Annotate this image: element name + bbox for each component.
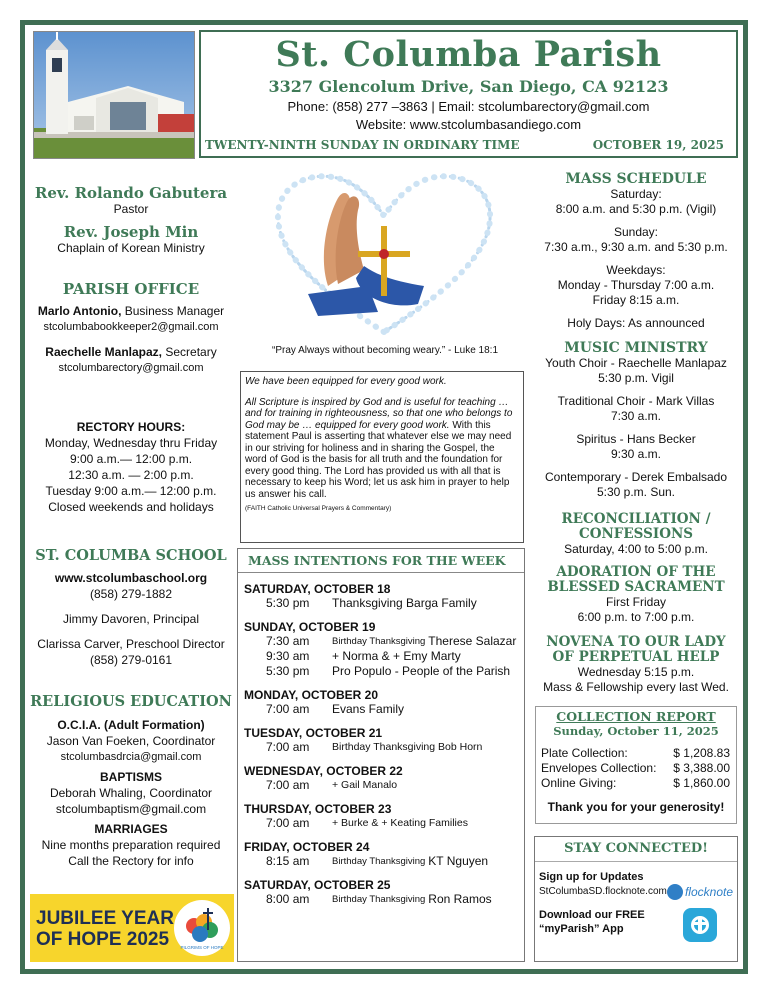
rectory-line: 9:00 a.m.— 12:00 p.m.: [69, 452, 193, 466]
pastor-role: Pastor: [113, 202, 149, 216]
music-line: Contemporary - Derek Embalsado: [544, 470, 728, 484]
manager-role: Business Manager: [121, 304, 225, 318]
intention-time: 8:00 am: [266, 892, 310, 906]
marriages-line: Call the Rectory for info: [68, 854, 194, 868]
collection-date: Sunday, October 11, 2025: [553, 724, 719, 738]
school-website[interactable]: www.stcolumbaschool.org: [54, 571, 208, 585]
collection-row: [541, 761, 730, 776]
stay-connected-box: [534, 836, 738, 962]
intention-time: 7:00 am: [266, 816, 310, 830]
music-line: 7:30 a.m.: [610, 409, 662, 423]
intention-row: [238, 740, 524, 755]
intention-time: 5:30 pm: [266, 664, 310, 678]
parish-name: St. Columba Parish: [275, 34, 662, 75]
intention-time: 9:30 am: [266, 649, 310, 663]
intention-row: [238, 649, 524, 664]
collection-label: Envelopes Collection:: [541, 761, 657, 775]
parish-office-section: [30, 281, 232, 376]
intention-row: [238, 702, 524, 717]
adoration-title: BLESSED SACRAMENT: [547, 579, 725, 595]
collection-amount: $ 1,208.83: [673, 746, 730, 760]
parish-address: 3327 Glencolum Drive, San Diego, CA 92123: [268, 77, 669, 96]
intention-time: 7:00 am: [266, 702, 310, 716]
jubilee-line: JUBILEE YEAR: [36, 908, 174, 929]
novena-title: OF PERPETUAL HELP: [552, 649, 720, 665]
intention-day: TUESDAY, OCTOBER 21: [244, 726, 383, 740]
intention-time: 7:30 am: [266, 634, 310, 648]
weekdays-line: Monday - Thursday 7:00 a.m.: [557, 278, 715, 292]
myparish-app-icon[interactable]: [683, 908, 717, 942]
rectory-hours-section: [30, 419, 232, 515]
adoration-section: [534, 565, 738, 625]
baptisms-title: BAPTISMS: [99, 770, 162, 784]
preschool-phone: (858) 279-0161: [89, 653, 173, 667]
religious-education-section: [30, 694, 232, 869]
reconciliation-section: [534, 512, 738, 557]
bulletin-date: OCTOBER 19, 2025: [592, 138, 724, 152]
jubilee-logo: [174, 900, 230, 956]
music-line: 9:30 a.m.: [610, 447, 662, 461]
intention-text: Therese Salazar: [428, 634, 517, 648]
intention-text: KT Nguyen: [428, 854, 489, 868]
intention-time: 8:15 am: [266, 854, 310, 868]
intention-prefix: Birthday Thanksgiving: [332, 636, 426, 647]
flocknote-logo: flocknote: [684, 885, 733, 899]
reconciliation-title: RECONCILIATION /: [561, 511, 711, 527]
intention-text: Ron Ramos: [428, 892, 492, 906]
pastor-name: Rev. Rolando Gabutera: [34, 184, 228, 202]
manager-email[interactable]: stcolumbabookkeeper2@gmail.com: [43, 321, 219, 333]
reconciliation-time: Saturday, 4:00 to 5:00 p.m.: [564, 542, 708, 556]
sunday-label: Sunday:: [613, 225, 659, 239]
intention-text: Thanksgiving Barga Family: [332, 596, 477, 610]
intention-text: Evans Family: [332, 702, 405, 716]
ocia-title: O.C.I.A. (Adult Formation): [57, 718, 205, 732]
music-line: Traditional Choir - Mark Villas: [557, 394, 715, 408]
clergy-section: [30, 185, 232, 256]
intention-day: SATURDAY, OCTOBER 18: [244, 582, 391, 596]
intention-time: 5:30 pm: [266, 596, 310, 610]
secretary-email[interactable]: stcolumbarectory@gmail.com: [58, 362, 204, 374]
baptisms-coordinator: Deborah Whaling, Coordinator: [49, 786, 213, 800]
intention-prefix: Birthday Thanksgiving Bob Horn: [332, 741, 483, 753]
adoration-line: First Friday: [606, 595, 666, 609]
collection-label: Plate Collection:: [541, 746, 628, 760]
sunday-times: 7:30 a.m., 9:30 a.m. and 5:30 p.m.: [544, 240, 728, 254]
music-ministry-section: [534, 341, 738, 500]
weekdays-line: Friday 8:15 a.m.: [592, 293, 680, 307]
religious-ed-title: RELIGIOUS EDUCATION: [30, 693, 232, 710]
ocia-coordinator: Jason Van Foeken, Coordinator: [46, 734, 216, 748]
reflection-intro: We have been equipped for every good work.: [245, 376, 447, 387]
intentions-title: MASS INTENTIONS FOR THE WEEK: [238, 549, 524, 573]
jubilee-logo-text: PILGRIMS OF HOPE: [180, 945, 224, 950]
school-principal: Jimmy Davoren, Principal: [62, 612, 200, 626]
saturday-label: Saturday:: [610, 187, 662, 201]
music-title: MUSIC MINISTRY: [564, 340, 708, 356]
intention-row: [238, 816, 524, 831]
intention-day: WEDNESDAY, OCTOBER 22: [244, 764, 403, 778]
rectory-title: RECTORY HOURS:: [76, 420, 186, 434]
intention-row: [238, 778, 524, 793]
download-label: “myParish” App: [539, 923, 624, 935]
marriages-title: MARRIAGES: [94, 822, 168, 836]
flocknote-icon: [667, 884, 683, 900]
reconciliation-title: CONFESSIONS: [578, 526, 694, 542]
school-title: ST. COLUMBA SCHOOL: [35, 547, 227, 564]
intention-prefix: Birthday Thanksgiving: [332, 894, 426, 905]
download-label: Download our FREE: [539, 909, 645, 921]
masthead: [199, 30, 738, 158]
flocknote-link[interactable]: StColumbaSD.flocknote.com: [539, 886, 667, 897]
collection-title: COLLECTION REPORT: [556, 709, 716, 724]
collection-label: Online Giving:: [541, 776, 617, 790]
secretary-role: Secretary: [162, 345, 217, 359]
parish-contact: Phone: (858) 277 –3863 | Email: stcolumbarectory@gmail.com: [287, 99, 650, 114]
secretary-name: Raechelle Manlapaz,: [45, 345, 163, 359]
preschool-director: Clarissa Carver, Preschool Director: [37, 637, 225, 651]
baptisms-email[interactable]: stcolumbaptism@gmail.com: [55, 802, 207, 816]
collection-report: [535, 706, 737, 824]
saturday-times: 8:00 a.m. and 5:30 p.m. (Vigil): [555, 202, 717, 216]
parish-office-title: PARISH OFFICE: [62, 280, 200, 298]
mass-schedule-title: MASS SCHEDULE: [565, 171, 707, 187]
collection-amount: $ 1,860.00: [673, 776, 730, 790]
marriages-line: Nine months preparation required: [41, 838, 221, 852]
intention-day: SUNDAY, OCTOBER 19: [244, 620, 376, 634]
chaplain-role: Chaplain of Korean Ministry: [57, 241, 205, 255]
novena-line: Mass & Fellowship every last Wed.: [543, 680, 729, 694]
collection-thanks: Thank you for your generosity!: [547, 800, 725, 814]
stay-title: STAY CONNECTED!: [564, 841, 708, 856]
music-line: Spiritus - Hans Becker: [576, 432, 696, 446]
intention-prefix: + Burke & + Keating Families: [332, 817, 468, 829]
chaplain-name: Rev. Joseph Min: [63, 223, 199, 241]
mass-intentions-box: [237, 548, 525, 962]
intention-prefix: Birthday Thanksgiving: [332, 856, 426, 867]
intention-day: SATURDAY, OCTOBER 25: [244, 878, 391, 892]
weekdays-label: Weekdays:: [606, 263, 666, 277]
church-photo: [33, 31, 195, 159]
intention-row: [238, 892, 524, 907]
intention-row: [238, 854, 524, 869]
reflection-box: [240, 371, 524, 543]
music-line: 5:30 p.m. Sun.: [596, 485, 676, 499]
manager-name: Marlo Antonio,: [37, 304, 122, 318]
intention-day: FRIDAY, OCTOBER 24: [244, 840, 370, 854]
rectory-line: Closed weekends and holidays: [48, 500, 214, 514]
school-section: [30, 548, 232, 668]
praying-hands-rosary-image: [268, 166, 500, 338]
rectory-line: Tuesday 9:00 a.m.— 12:00 p.m.: [45, 484, 217, 498]
intention-row: [238, 664, 524, 679]
ocia-email[interactable]: stcolumbasdrcia@gmail.com: [60, 751, 202, 763]
intention-text: Pro Populo - People of the Parish: [332, 664, 511, 678]
music-line: 5:30 p.m. Vigil: [598, 371, 674, 385]
adoration-title: ADORATION OF THE: [556, 564, 716, 580]
mass-schedule-section: [534, 172, 738, 331]
novena-line: Wednesday 5:15 p.m.: [577, 665, 695, 679]
intention-row: [238, 596, 524, 611]
intention-time: 7:00 am: [266, 778, 310, 792]
reflection-source: (FAITH Catholic Universal Prayers & Commentary): [245, 505, 392, 512]
rectory-line: Monday, Wednesday thru Friday: [44, 436, 218, 450]
intentions-list: [238, 582, 524, 907]
rectory-line: 12:30 a.m. — 2:00 p.m.: [68, 468, 194, 482]
intention-day: THURSDAY, OCTOBER 23: [244, 802, 392, 816]
intention-row: [238, 634, 524, 649]
reflection-commentary: With this statement Paul is asserting that whatever else we may need in our striving for holiness and in sharing the Gospel, the word of God is the basis for all truth and the foundation for every good thing. The Lord has provided us with all that is necessary to keep his Word; let us ask him in prayer to help us answer his call.: [245, 419, 512, 500]
adoration-line: 6:00 p.m. to 7:00 p.m.: [577, 610, 695, 624]
intention-prefix: + Gail Manalo: [332, 779, 398, 791]
holy-days: Holy Days: As announced: [567, 316, 705, 330]
school-phone: (858) 279-1882: [89, 587, 173, 601]
novena-title: NOVENA TO OUR LADY: [546, 634, 726, 650]
intention-text: + Norma & + Emy Marty: [332, 649, 461, 663]
music-line: Youth Choir - Raechelle Manlapaz: [545, 356, 727, 370]
jubilee-line: OF HOPE 2025: [36, 929, 170, 950]
parish-website: Website: www.stcolumbasandiego.com: [355, 117, 582, 132]
collection-amount: $ 3,388.00: [673, 761, 730, 775]
intention-day: MONDAY, OCTOBER 20: [244, 688, 379, 702]
novena-section: [534, 635, 738, 695]
liturgical-sunday: TWENTY-NINTH SUNDAY IN ORDINARY TIME: [205, 138, 520, 152]
reflection-scripture: All Scripture is inspired by God and is useful for teaching … and for training in righteousness, so that one who belongs to God may be … equipped for every good work.: [245, 396, 513, 431]
jubilee-banner: [30, 894, 234, 962]
scripture-verse: “Pray Always without becoming weary.” - Luke 18:1: [271, 345, 499, 356]
signup-label: Sign up for Updates: [539, 871, 644, 883]
collection-row: [541, 746, 730, 761]
collection-row: [541, 776, 730, 791]
intention-time: 7:00 am: [266, 740, 310, 754]
